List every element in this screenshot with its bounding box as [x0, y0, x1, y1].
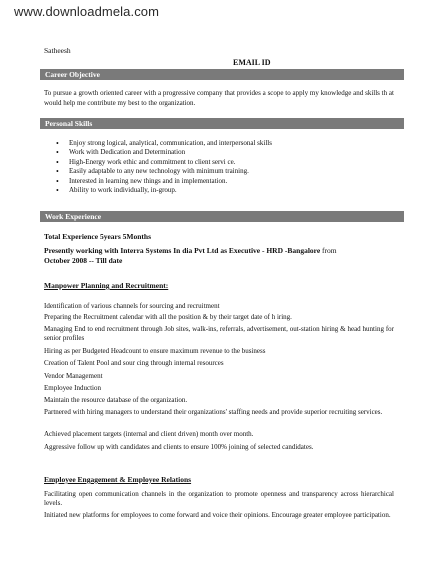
section-bar-career-objective: Career Objective [40, 69, 404, 80]
list-item: Maintain the resource database of the organization. [44, 396, 188, 404]
list-item: • Easily adaptable to any new technology with minimum training. [56, 167, 376, 176]
section-bar-work-experience: Work Experience [40, 211, 404, 222]
current-position [44, 246, 404, 255]
list-item: • Interested in learning new things and in implementation. [56, 177, 376, 186]
list-item: Facilitating open communication channels in the organization to promote openness and transparency across hierarchical levels. [44, 490, 394, 507]
current-position-title: Presently working with Interra Systems In dia Pvt Ltd as Executive - HRD -Bangalore [44, 246, 321, 255]
list-item: • Enjoy strong logical, analytical, communication, and interpersonal skills [56, 139, 376, 148]
section-bar-personal-skills: Personal Skills [40, 118, 404, 129]
total-experience: Total Experience 5years 5Months [44, 232, 152, 241]
list-item: Aggressive follow up with candidates and clients to ensure 100% joining of selected candidates. [44, 443, 314, 451]
email-label: EMAIL ID [233, 58, 271, 67]
current-position-from: from [320, 246, 337, 255]
list-item: Creation of Talent Pool and sour cing through internal resources [44, 359, 224, 367]
list-item: Managing End to end recruitment through Job sites, walk-ins, referrals, advertisement, out-station hiring & head hunting for senior profiles [44, 325, 394, 342]
list-item: • Work with Dedication and Determination [56, 148, 376, 157]
list-item: Initiated new platforms for employees to come forward and voice their opinions. Encourage greater employee participation. [44, 511, 391, 519]
career-objective-text: To pursue a growth oriented career with a progressive company that provides a scope to apply my knowledge and skills th at would help me contribute my best to the organization. [44, 89, 394, 107]
list-item: Partnered with hiring managers to understand their organizations' staffing needs and provide superior recruiting services. [44, 408, 383, 416]
list-item: Vendor Management [44, 372, 103, 380]
manpower-heading: Manpower Planning and Recruitment: [44, 281, 169, 290]
engagement-heading: Employee Engagement & Employee Relations [44, 475, 192, 484]
list-item: Employee Induction [44, 384, 101, 392]
list-item: Hiring as per Budgeted Headcount to ensure maximum revenue to the business [44, 347, 266, 355]
candidate-name: Satheesh [44, 46, 71, 55]
list-item: • High-Energy work ethic and commitment to client servi ce. [56, 158, 376, 167]
list-item: Preparing the Recruitment calendar with all the position & by their target date of h iring. [44, 313, 292, 321]
list-item: Achieved placement targets (internal and client driven) month over month. [44, 430, 254, 438]
current-position-dates: October 2008 -- Till date [44, 256, 123, 265]
list-item: Identification of various channels for sourcing and recruitment [44, 302, 220, 310]
list-item: • Ability to work individually, in-group. [56, 186, 376, 195]
watermark-url: www.downloadmela.com [14, 4, 160, 19]
skills-list [56, 139, 376, 195]
